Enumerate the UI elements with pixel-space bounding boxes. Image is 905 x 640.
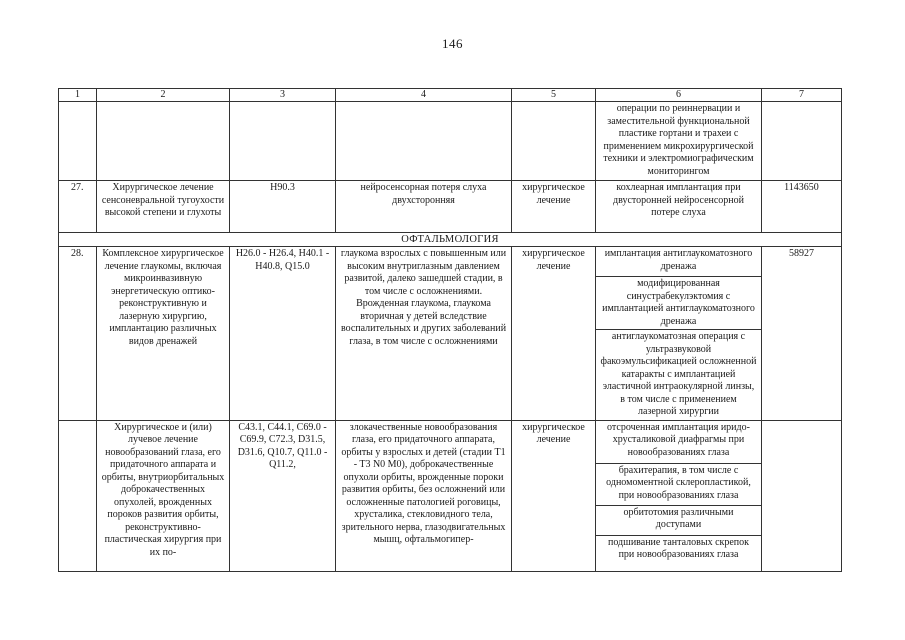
treatment-method-cell: кохлеарная имплантация при двусторонней нейросенсорной потере слуха	[596, 181, 762, 233]
icd-code-cell: H90.3	[230, 181, 336, 233]
treatment-method-cell: отсроченная имплантация иридо-хрусталиковой диафрагмы при новообразованиях глаза	[596, 420, 762, 463]
treatment-type-cell: хирургическое лечение	[512, 247, 596, 421]
patient-model-cell: нейросенсорная потеря слуха двухсторонняя	[336, 181, 512, 233]
treatment-type-cell: хирургическое лечение	[512, 181, 596, 233]
patient-model-cell: злокачественные новообразования глаза, его придаточного аппарата, орбиты у взрослых и детей (стадии T1 - T3 N0 M0), доброкачественные опухоли орбиты, врожденные пороки развития орбиты, без осложнений или осложненные патологией роговицы, хрусталика, стекловидного тела, зрительного нерва, глазодвигательных мышц, офтальмогипер-	[336, 420, 512, 571]
icd-code-cell: H26.0 - H26.4, H40.1 - H40.8, Q15.0	[230, 247, 336, 421]
care-type-cell: Хирургическое лечение сенсоневральной тугоухости высокой степени и глухоты	[97, 181, 230, 233]
column-number: 3	[230, 89, 336, 102]
column-number-row	[59, 89, 842, 102]
table-row-28-a	[59, 247, 842, 277]
continuation-row	[59, 102, 842, 181]
treatment-type-cell: хирургическое лечение	[512, 420, 596, 571]
treatment-method-cell: операции по реиннервации и заместительной функциональной пластике гортани и трахеи с применением микрохирургической техники и электромиографическим мониторингом	[596, 102, 762, 181]
page-number: 146	[442, 36, 463, 51]
column-number: 4	[336, 89, 512, 102]
treatment-method-cell: брахитерапия, в том числе с одномоментной склеропластикой, при новообразованиях глаза	[596, 463, 762, 505]
treatment-method-cell: орбитотомия различными доступами	[596, 505, 762, 535]
treatment-method-cell: подшивание танталовых скрепок при новообразованиях глаза	[596, 535, 762, 571]
row-number: 27.	[59, 181, 97, 233]
treatment-method-cell: модифицированная синустрабекулэктомия с имплантацией антиглаукоматозного дренажа	[596, 277, 762, 330]
patient-model-cell: глаукома взрослых с повышенным или высоким внутриглазным давлением развитой, далеко зашедшей стадии, в том числе с осложнениями. Врожденная глаукома, глаукома вторичная у детей вследствие воспалительных и других заболеваний глаза, в том числе с осложнениями	[336, 247, 512, 421]
column-number: 1	[59, 89, 97, 102]
table-row-27	[59, 181, 842, 233]
column-number: 6	[596, 89, 762, 102]
cost-cell: 58927	[762, 247, 842, 421]
row-number: 28.	[59, 247, 97, 421]
table-row-28-d	[59, 420, 842, 463]
column-number: 7	[762, 89, 842, 102]
cost-cell: 1143650	[762, 181, 842, 233]
medical-care-table	[58, 88, 842, 572]
care-type-cell: Хирургическое и (или) лучевое лечение новообразований глаза, его придаточного аппарата и орбиты, внутриорбитальных доброкачественных опухолей, врожденных пороков развития орбиты, реконструктивно-пластическая хирургия при их по-	[97, 420, 230, 571]
treatment-method-cell: имплантация антиглаукоматозного дренажа	[596, 247, 762, 277]
column-number: 2	[97, 89, 230, 102]
section-row	[59, 233, 842, 247]
care-type-cell: Комплексное хирургическое лечение глаукомы, включая микроинвазивную энергетическую оптико-реконструктивную и лазерную хирургию, имплантацию различных видов дренажей	[97, 247, 230, 421]
column-number: 5	[512, 89, 596, 102]
treatment-method-cell: антиглаукоматозная операция с ультразвуковой факоэмульсификацией осложненной катаракты с имплантацией эластичной интраокулярной линзы, в том числе с применением лазерной хирургии	[596, 330, 762, 421]
section-title: ОФТАЛЬМОЛОГИЯ	[59, 233, 842, 247]
icd-code-cell: C43.1, C44.1, C69.0 - C69.9, C72.3, D31.5, D31.6, Q10.7, Q11.0 - Q11.2,	[230, 420, 336, 571]
